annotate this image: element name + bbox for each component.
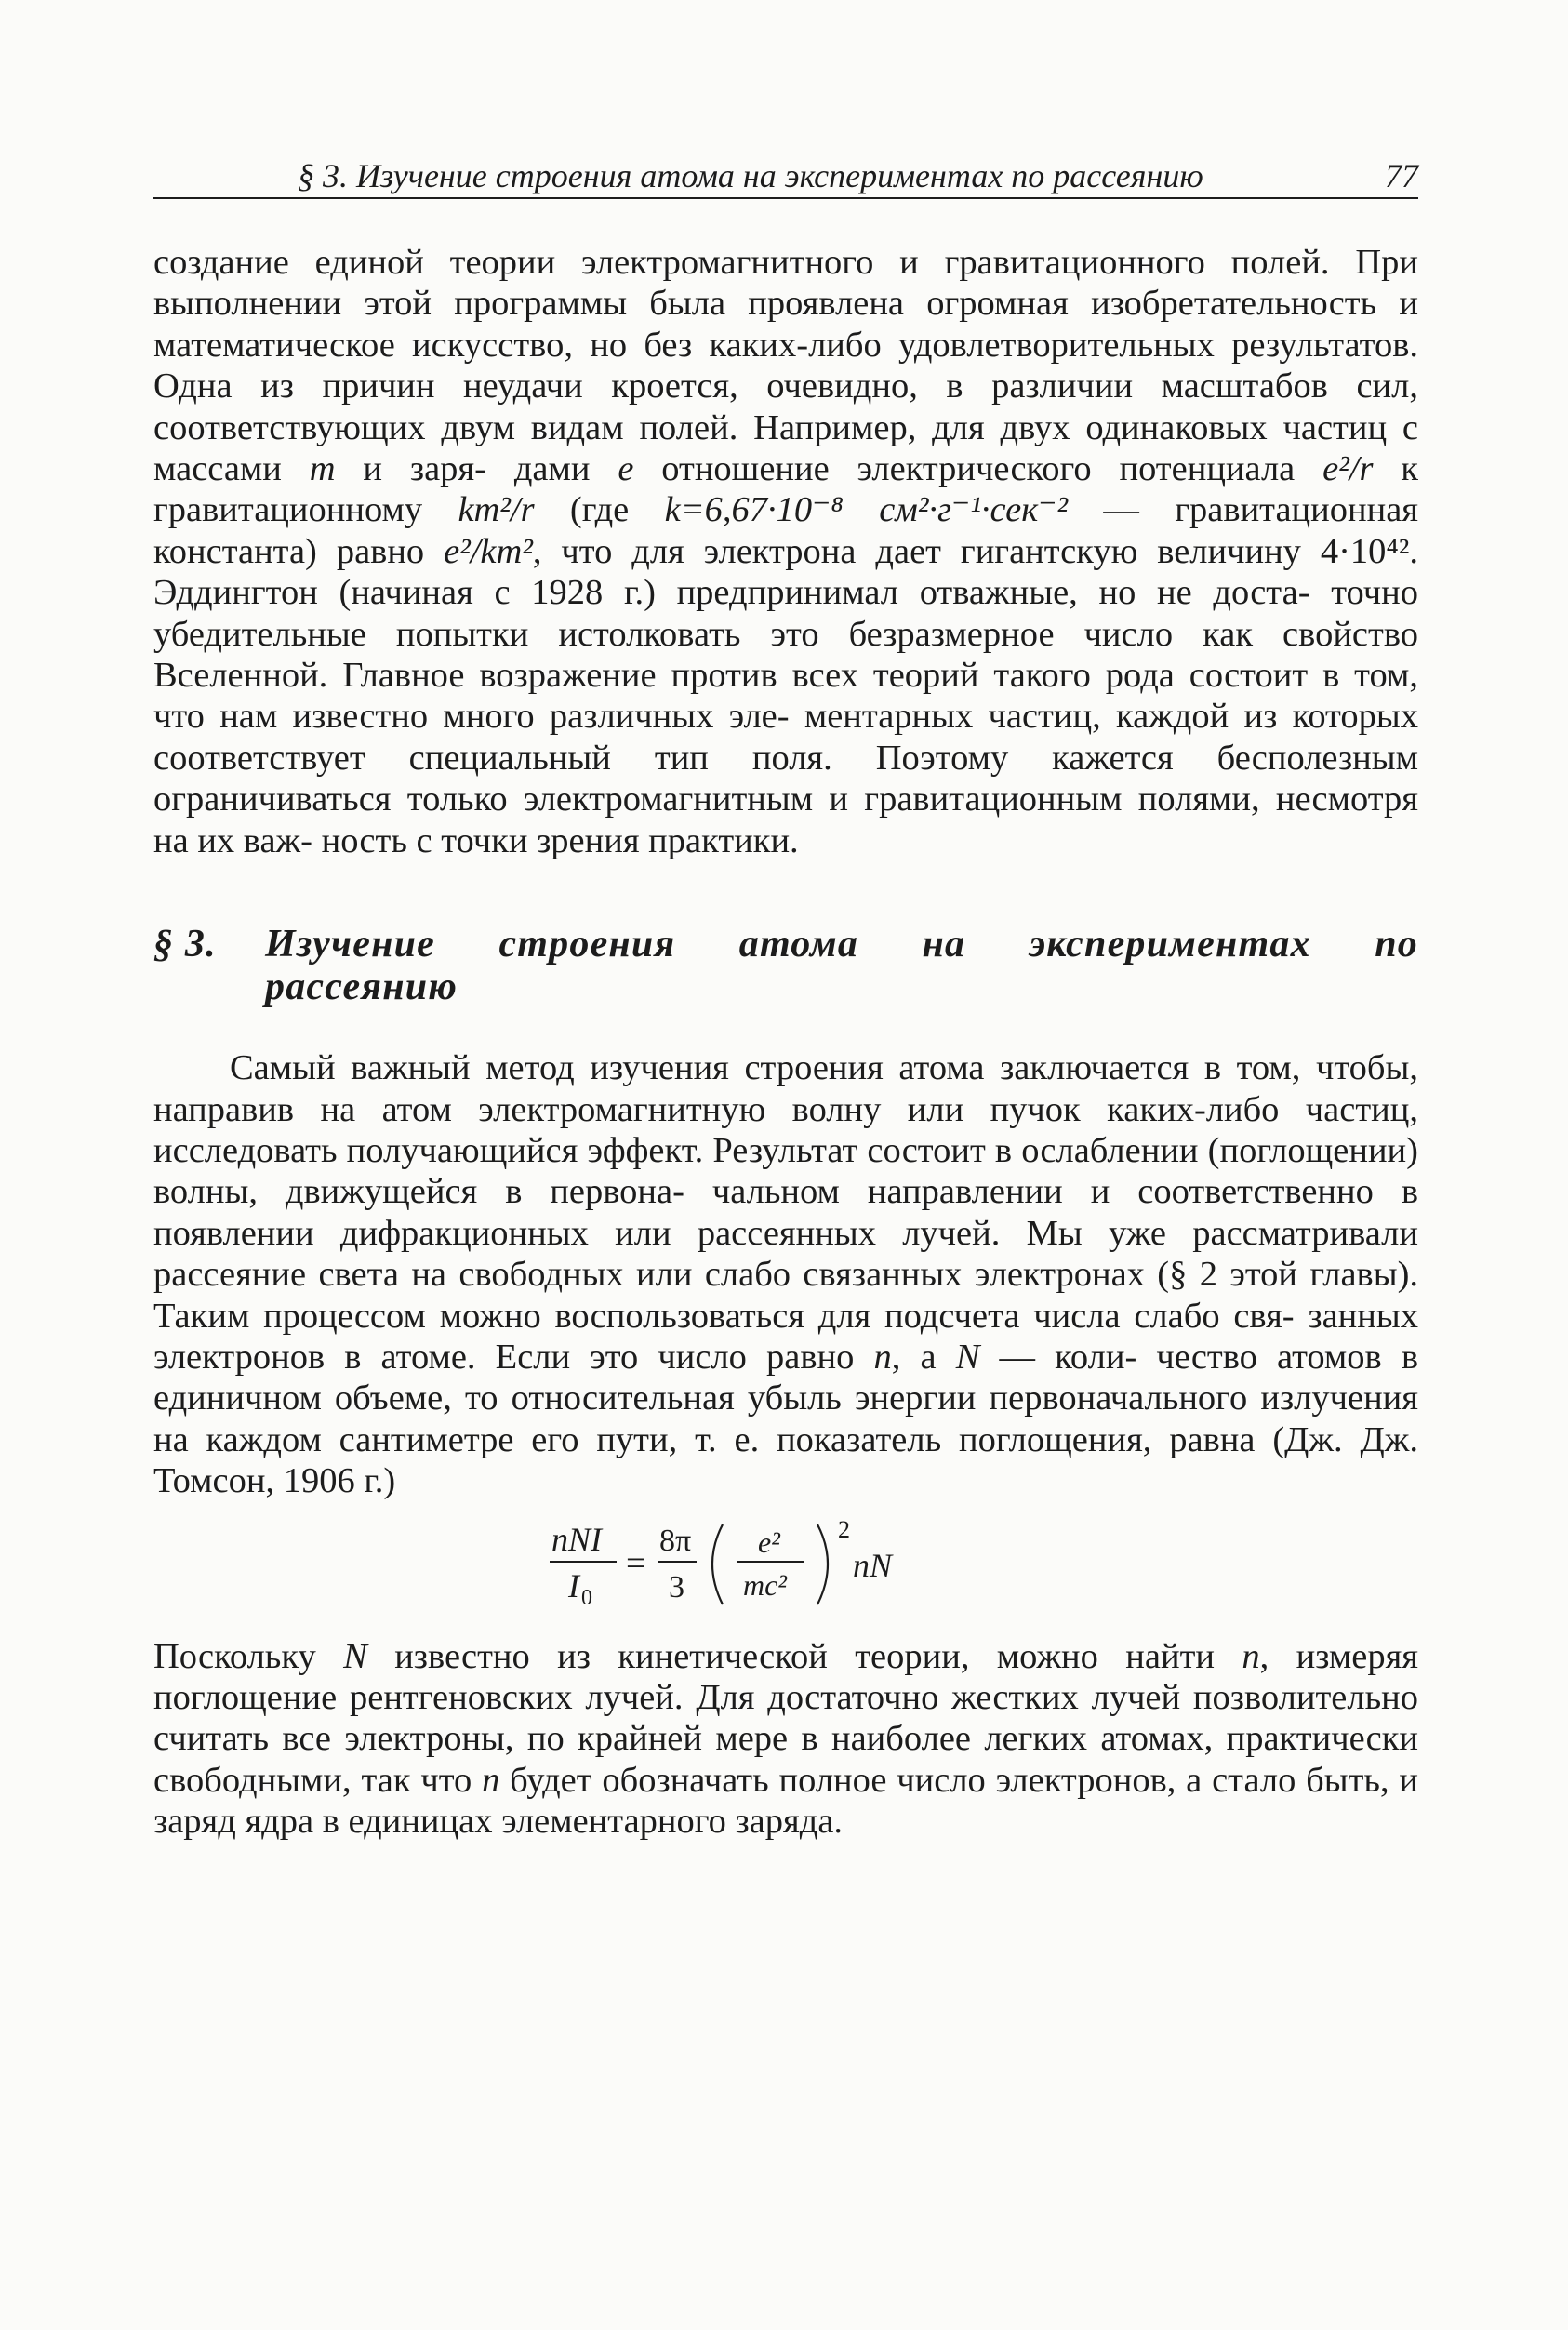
formula-lhs-denominator: I	[568, 1566, 579, 1604]
text-line: полей. При выполнении этой программы была проявлена огромная	[153, 243, 1418, 324]
paragraph-2	[153, 1047, 1418, 1501]
header-rule	[153, 197, 1418, 199]
text-line: измеряя поглощение рентгеновских лучей. Для достаточно жестких	[153, 1636, 1419, 1717]
math-km2r: km²/r	[458, 490, 535, 530]
math-m: m	[309, 449, 336, 489]
text-line: (где	[534, 490, 665, 530]
text-line: — гравитационная константа)	[153, 490, 1419, 571]
text-line: чальном направлении и соответственно в появлении дифракционных	[153, 1172, 1419, 1253]
formula-coef-denominator: 3	[669, 1569, 684, 1604]
text-line: показатель поглощения, равна (Дж. Дж. Томсон, 1906 г.)	[153, 1419, 1418, 1501]
text-line: лучей позволительно считать все электроны, по крайней мере в	[153, 1677, 1419, 1759]
text-line: равно	[336, 531, 445, 571]
section-number: § 3.	[153, 923, 217, 966]
math-n: n	[482, 1760, 500, 1800]
right-paren	[817, 1524, 828, 1604]
math-N: N	[343, 1636, 367, 1676]
text-line: ментарных частиц, каждой из которых соответствует специальный	[153, 697, 1418, 778]
formula-lhs-numerator: nNI	[551, 1520, 602, 1558]
formula-coef-numerator: 8π	[659, 1523, 692, 1558]
text-line: тип поля. Поэтому кажется бесполезным ограничиваться только	[153, 738, 1419, 819]
text-line: наиболее легких атомах, практически свободными, так что	[153, 1719, 1419, 1800]
text-line: ,	[1259, 1636, 1269, 1676]
formula-exponent: 2	[838, 1515, 850, 1543]
text-line: изобретательность и математическое искусство, но без каких-либо	[153, 284, 1419, 365]
text-line: известно из кинетической теории, можно найти	[366, 1636, 1242, 1676]
section-title-word: строения	[498, 923, 676, 966]
running-title: § 3. Изучение строения атома на экспериментах по рассеянию	[298, 157, 1203, 194]
text-line: Самый важный метод изучения строения атома заключается	[230, 1048, 1189, 1088]
formula-inner-numerator: e²	[758, 1524, 780, 1559]
text-line: Эддингтон (начиная с 1928 г.) предпринимал отважные, но не доста-	[153, 573, 1310, 613]
text-line: в том, чтобы, направив на атом электромагнитную волну или пучок	[153, 1048, 1419, 1129]
formula-inner-denominator: mc²	[743, 1567, 787, 1602]
text-line: электромагнитным и гравитационным полями, несмотря на их важ-	[153, 779, 1418, 860]
text-line: единицах элементарного заряда.	[348, 1802, 844, 1842]
math-e2km2: e²/km²	[444, 531, 533, 571]
section-title	[265, 923, 1418, 1008]
text-line: удовлетворительных результатов. Одна из причин неудачи кроется,	[153, 325, 1419, 406]
text-line: свободных или слабо связанных электронах (§ 2 этой главы). Таким	[153, 1255, 1419, 1336]
paragraph-3	[153, 1636, 1418, 1843]
text-line: точно убедительные попытки истолковать это безразмерное число	[153, 573, 1419, 654]
text-line: дами	[513, 449, 618, 489]
paragraph-1	[153, 242, 1418, 861]
text-line: состоит в ослаблении (поглощении) волны, движущейся в первона-	[153, 1130, 1418, 1212]
formula-equals: =	[626, 1543, 646, 1583]
text-line: такого рода состоит в том, что нам известно много различных эле-	[153, 656, 1418, 737]
formula-svg	[153, 1511, 1418, 1619]
text-line: чество атомов в единичном объеме, то относительная убыль энергии	[153, 1337, 1419, 1418]
section-title-word: на	[922, 923, 966, 966]
text-line: первоначального излучения на каждом сантиметре его пути, т. е.	[153, 1378, 1418, 1459]
text-line: или рассеянных лучей. Мы уже рассматривали рассеяние света на	[153, 1213, 1418, 1295]
section-title-word: Изучение	[265, 923, 436, 966]
math-k-definition: k=6,67·10⁻⁸ см²·г⁻¹·сек⁻²	[664, 490, 1069, 530]
section-title-word: атома	[738, 923, 859, 966]
text-line: и заря-	[335, 449, 486, 489]
text-line: к гравитационному	[153, 449, 1418, 530]
math-n: n	[1242, 1636, 1260, 1676]
text-line: , что для электрона дает гигантскую величину 4·10⁴².	[532, 531, 1419, 571]
math-n: n	[873, 1337, 892, 1377]
text-line: занных электронов в атоме. Если это число равно	[153, 1296, 1418, 1377]
text-line: очевидно, в различии масштабов сил, соответствующих двум видам	[153, 366, 1418, 447]
formula-tail: nN	[853, 1546, 893, 1584]
formula-lhs-subscript: 0	[581, 1585, 592, 1610]
book-page	[153, 149, 1418, 1843]
text-line: процессом можно воспользоваться для подсчета числа слабо свя-	[263, 1296, 1295, 1336]
text-line: будет	[499, 1760, 592, 1800]
text-line: , а	[891, 1337, 956, 1377]
text-line: ность с точки зрения практики.	[321, 820, 799, 860]
text-line: отношение электрического потенциала	[633, 449, 1323, 489]
section-title-word: по	[1375, 923, 1418, 966]
text-line: обозначать полное число электронов, а стало быть, и заряд ядра в	[153, 1760, 1419, 1842]
text-line: создание единой теории электромагнитного и гравитационного	[153, 243, 1205, 282]
math-e2r: e²/r	[1322, 449, 1374, 489]
section-title-word: рассеянию	[265, 965, 458, 1009]
text-line: полей. Например, для двух одинаковых частиц с массами	[153, 407, 1418, 489]
left-paren	[712, 1524, 723, 1604]
running-head	[153, 149, 1418, 195]
text-line: — коли-	[979, 1337, 1137, 1377]
page-number: 77	[1385, 157, 1418, 194]
text-line: Поскольку	[153, 1636, 344, 1676]
main-text	[153, 242, 1418, 1843]
text-line: как свойство Вселенной. Главное возражение против всех теорий	[153, 614, 1418, 696]
section-title-word: экспериментах	[1029, 923, 1311, 966]
absorption-formula	[153, 1511, 1418, 1619]
section-heading	[153, 923, 1418, 1008]
math-N: N	[955, 1337, 980, 1377]
math-e: e	[618, 449, 634, 489]
text-line: каких-либо частиц, исследовать получающийся эффект. Результат	[153, 1089, 1419, 1170]
